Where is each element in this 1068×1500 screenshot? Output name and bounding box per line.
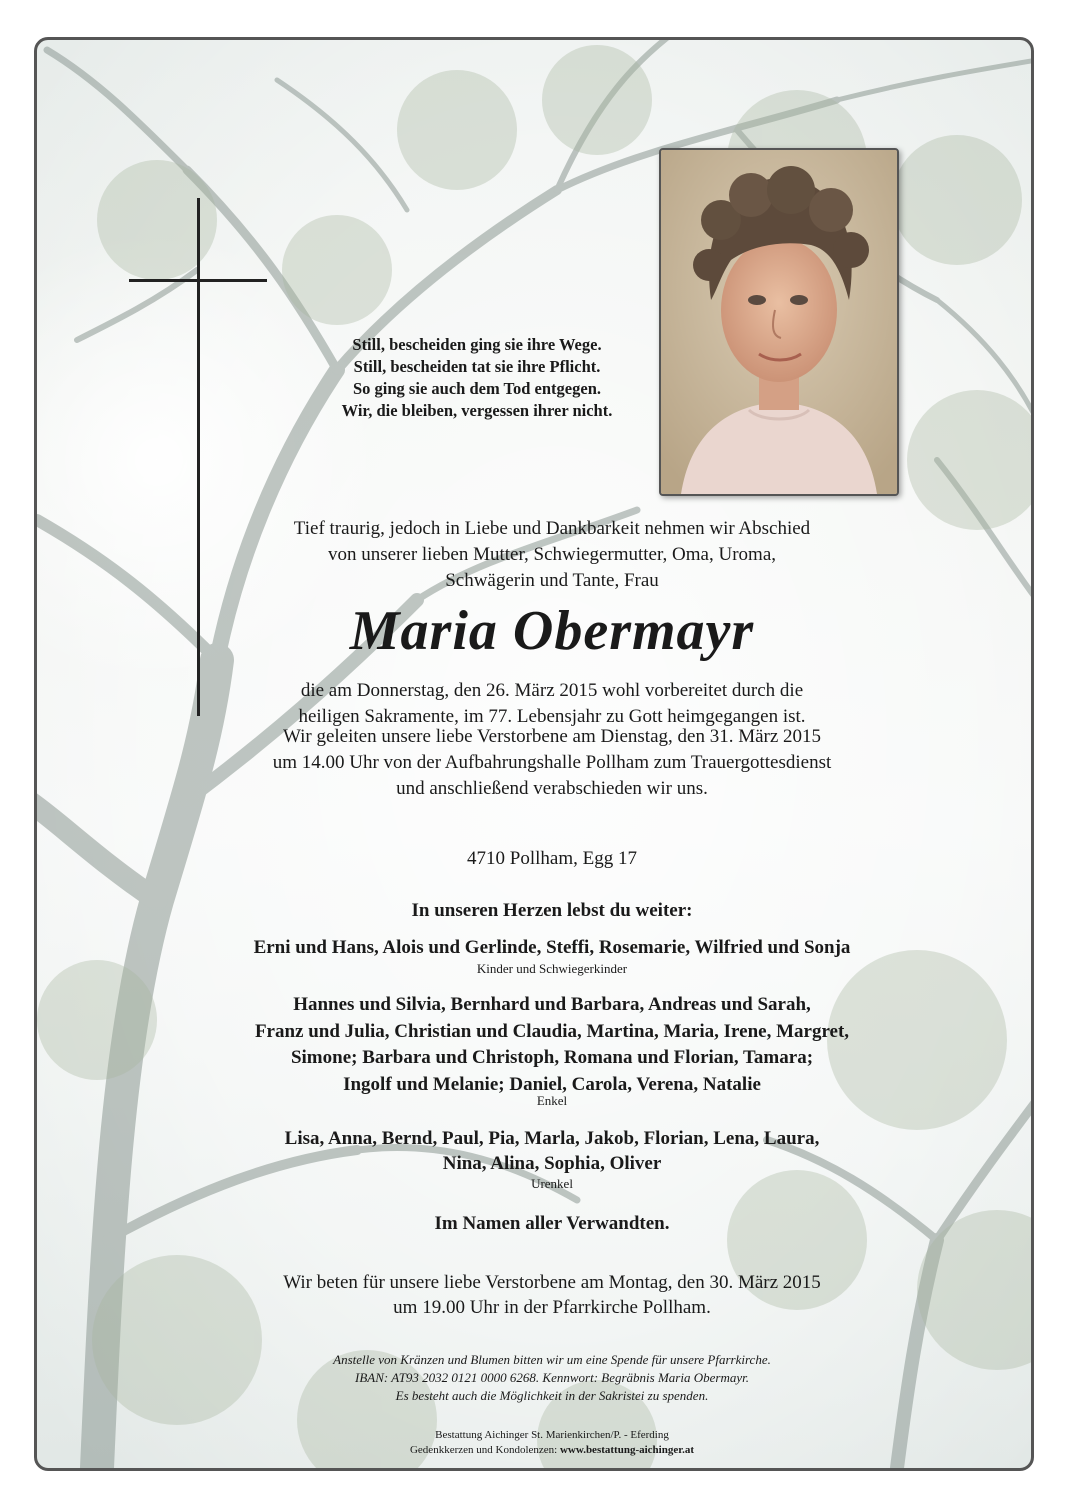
cross-horizontal-bar [129, 279, 267, 282]
funeral-line: und anschließend verabschieden wir uns. [396, 778, 708, 799]
verse-line: Still, bescheiden ging sie ihre Wege. [352, 335, 602, 354]
intro-line: Schwägerin und Tante, Frau [445, 570, 659, 591]
prayer-line: um 19.00 Uhr in der Pfarrkirche Pollham. [393, 1297, 711, 1318]
great-grandchildren-label: Urenkel [531, 1176, 573, 1191]
passing-line: heiligen Sakramente, im 77. Lebensjahr zu Gott heimgegangen ist. [298, 706, 806, 727]
portrait-photo [659, 148, 899, 496]
passing-text [177, 678, 927, 730]
relatives-line: Im Namen aller Verwandten. [434, 1213, 670, 1234]
funeral-info [177, 724, 927, 802]
donation-line: Es besteht auch die Möglichkeit in der Sakristei zu spenden. [395, 1388, 709, 1403]
intro-line: Tief traurig, jedoch in Liebe und Dankbarkeit nehmen wir Abschied [293, 518, 811, 539]
donation-line: IBAN: AT93 2032 0121 0000 6268. Kennwort: Begräbnis Maria Obermayr. [355, 1370, 749, 1385]
great-grandchildren-line: Nina, Alina, Sophia, Oliver [442, 1153, 662, 1174]
intro-line: von unserer lieben Mutter, Schwiegermutter, Oma, Uroma, [327, 544, 776, 565]
footer [177, 1428, 927, 1458]
prayer-info [177, 1270, 927, 1320]
address: 4710 Pollham, Egg 17 [467, 848, 637, 869]
donation-line: Anstelle von Kränzen und Blumen bitten wir um eine Spende für unsere Pfarrkirche. [333, 1352, 771, 1367]
website-link[interactable]: www.bestattung-aichinger.at [559, 1444, 695, 1456]
intro-text [237, 516, 867, 594]
grandchildren-line: Simone; Barbara und Christoph, Romana und Florian, Tamara; [290, 1047, 814, 1068]
memorial-verse [287, 334, 667, 422]
verse-line: So ging sie auch dem Tod entgegen. [353, 379, 601, 398]
children-names: Erni und Hans, Alois und Gerlinde, Steffi, Rosemarie, Wilfried und Sonja [253, 937, 851, 958]
grandchildren-names [127, 992, 977, 1098]
grandchildren-line: Ingolf und Melanie; Daniel, Carola, Verena, Natalie [343, 1073, 761, 1095]
funeral-line: um 14.00 Uhr von der Aufbahrungshalle Pollham zum Trauergottesdienst [272, 752, 832, 773]
footer-company: Bestattung Aichinger St. Marienkirchen/P. - Eferding [435, 1429, 669, 1441]
verse-line: Wir, die bleiben, vergessen ihrer nicht. [341, 401, 613, 420]
hearts-heading: In unseren Herzen lebst du weiter: [411, 900, 693, 921]
portrait-image [661, 150, 897, 494]
passing-line: die am Donnerstag, den 26. März 2015 wohl vorbereitet durch die [300, 680, 804, 701]
cross-vertical-bar [197, 198, 200, 716]
footer-condolence-line [177, 1443, 927, 1458]
great-grandchildren-names [127, 1126, 977, 1176]
children-label: Kinder und Schwiegerkinder [476, 961, 628, 976]
grandchildren-label: Enkel [536, 1093, 568, 1108]
footer-condolence-label: Gedenkkerzen und Kondolenzen: [409, 1444, 560, 1456]
prayer-line: Wir beten für unsere liebe Verstorbene am Montag, den 30. März 2015 [283, 1272, 821, 1293]
verse-line: Still, bescheiden tat sie ihre Pflicht. [353, 357, 601, 376]
funeral-line: Wir geleiten unsere liebe Verstorbene am Dienstag, den 31. März 2015 [282, 726, 822, 747]
great-grandchildren-line: Lisa, Anna, Bernd, Paul, Pia, Marla, Jakob, Florian, Lena, Laura, [284, 1128, 820, 1149]
grandchildren-line: Hannes und Silvia, Bernhard und Barbara, Andreas und Sarah, [293, 994, 811, 1015]
deceased-name: Maria Obermayr [349, 600, 755, 662]
grandchildren-line: Franz und Julia, Christian und Claudia, Martina, Maria, Irene, Margret, [254, 1020, 850, 1042]
donation-note [177, 1351, 927, 1405]
obituary-card [34, 37, 1034, 1471]
